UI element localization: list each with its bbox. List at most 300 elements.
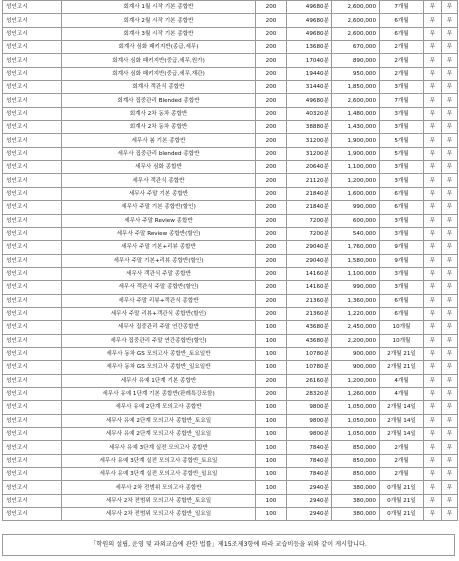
period-cell: 6개월 <box>380 201 424 214</box>
category-cell: 성인고시 <box>3 468 62 481</box>
extra-cost-a-cell: 무 <box>424 387 442 400</box>
duration-minutes-cell: 21360분 <box>287 307 332 320</box>
capacity-cell: 200 <box>256 374 287 387</box>
fee-cell: 2,450,000 <box>332 321 380 334</box>
extra-cost-a-cell: 무 <box>424 67 442 80</box>
period-cell: 6개월 <box>380 307 424 320</box>
table-row <box>3 161 458 174</box>
table-row <box>3 294 458 307</box>
capacity-cell: 200 <box>256 387 287 400</box>
extra-cost-b-cell: 무 <box>442 441 458 454</box>
extra-cost-b-cell: 무 <box>442 347 458 360</box>
extra-cost-b-cell: 무 <box>442 334 458 347</box>
duration-minutes-cell: 26160분 <box>287 374 332 387</box>
extra-cost-a-cell: 무 <box>424 494 442 507</box>
table-row <box>3 508 458 521</box>
extra-cost-a-cell: 무 <box>424 307 442 320</box>
fee-cell: 1,050,000 <box>332 401 380 414</box>
category-cell: 성인고시 <box>3 121 62 134</box>
capacity-cell: 200 <box>256 1 287 14</box>
extra-cost-a-cell: 무 <box>424 401 442 414</box>
course-name-cell: 세무사 2차 전범위 모의고사 종합반 <box>62 481 256 494</box>
category-cell: 성인고시 <box>3 54 62 67</box>
capacity-cell: 200 <box>256 147 287 160</box>
extra-cost-b-cell: 무 <box>442 187 458 200</box>
extra-cost-a-cell: 무 <box>424 441 442 454</box>
fee-cell: 380,000 <box>332 481 380 494</box>
table-row <box>3 494 458 507</box>
fee-cell: 1,760,000 <box>332 241 380 254</box>
extra-cost-b-cell: 무 <box>442 321 458 334</box>
extra-cost-b-cell: 무 <box>442 468 458 481</box>
fee-cell: 1,200,000 <box>332 374 380 387</box>
period-cell: 3개월 <box>380 161 424 174</box>
extra-cost-a-cell: 무 <box>424 347 442 360</box>
course-name-cell: 세무사 객관식 주말 종합반 <box>62 267 256 280</box>
table-row <box>3 121 458 134</box>
category-cell: 성인고시 <box>3 267 62 280</box>
course-name-cell: 회계사 심화 패키지반(중급,세무,재관) <box>62 67 256 80</box>
period-cell: 10개월 <box>380 334 424 347</box>
capacity-cell: 200 <box>256 121 287 134</box>
course-name-cell: 세무사 유예 1단계 기본 종합반 <box>62 374 256 387</box>
duration-minutes-cell: 14160분 <box>287 281 332 294</box>
fee-cell: 1,850,000 <box>332 81 380 94</box>
period-cell: 2개월 <box>380 54 424 67</box>
category-cell: 성인고시 <box>3 27 62 40</box>
course-name-cell: 세무사 주말 Review 종합반(할인) <box>62 227 256 240</box>
fee-cell: 2,600,000 <box>332 94 380 107</box>
table-row <box>3 27 458 40</box>
period-cell: 7개월 <box>380 94 424 107</box>
extra-cost-a-cell: 무 <box>424 41 442 54</box>
extra-cost-b-cell: 무 <box>442 14 458 27</box>
extra-cost-b-cell: 무 <box>442 134 458 147</box>
course-name-cell: 회계사 심화 패키지반(중급,세무,원가) <box>62 54 256 67</box>
extra-cost-b-cell: 무 <box>442 307 458 320</box>
category-cell: 성인고시 <box>3 241 62 254</box>
capacity-cell: 100 <box>256 494 287 507</box>
table-row <box>3 227 458 240</box>
extra-cost-a-cell: 무 <box>424 27 442 40</box>
course-name-cell: 세무사 2차 전범위 모의고사 종합반_일요일 <box>62 508 256 521</box>
fee-cell: 900,000 <box>332 361 380 374</box>
duration-minutes-cell: 14160분 <box>287 267 332 280</box>
extra-cost-a-cell: 무 <box>424 54 442 67</box>
category-cell: 성인고시 <box>3 387 62 400</box>
extra-cost-a-cell: 무 <box>424 454 442 467</box>
legal-notice: 「학원의 설립, 운영 및 과외교습에 관한 법률」제15조제3항에 따라 교습비등을 위와 같이 게시합니다. <box>2 534 455 556</box>
table-row <box>3 307 458 320</box>
category-cell: 성인고시 <box>3 41 62 54</box>
extra-cost-a-cell: 무 <box>424 508 442 521</box>
course-name-cell: 세무사 유예 3단계 실전 모의고사 종합반_토요일 <box>62 454 256 467</box>
extra-cost-a-cell: 무 <box>424 374 442 387</box>
course-name-cell: 세무사 주말 기본 종합반 <box>62 187 256 200</box>
fee-cell: 2,200,000 <box>332 334 380 347</box>
duration-minutes-cell: 29040분 <box>287 241 332 254</box>
course-name-cell: 세무사 유예 2단계 모의고사 종합반_토요일 <box>62 414 256 427</box>
table-row <box>3 81 458 94</box>
category-cell: 성인고시 <box>3 441 62 454</box>
extra-cost-a-cell: 무 <box>424 321 442 334</box>
course-name-cell: 세무사 유예 3단계 실전 모의고사 종합반_일요일 <box>62 468 256 481</box>
fee-cell: 380,000 <box>332 494 380 507</box>
extra-cost-a-cell: 무 <box>424 161 442 174</box>
table-body <box>3 1 458 521</box>
category-cell: 성인고시 <box>3 428 62 441</box>
capacity-cell: 200 <box>256 241 287 254</box>
extra-cost-a-cell: 무 <box>424 481 442 494</box>
course-name-cell: 세무사 집중관리 blended 종합반 <box>62 147 256 160</box>
extra-cost-a-cell: 무 <box>424 227 442 240</box>
period-cell: 3개월 <box>380 281 424 294</box>
extra-cost-b-cell: 무 <box>442 41 458 54</box>
period-cell: 2개월 <box>380 41 424 54</box>
duration-minutes-cell: 49680분 <box>287 27 332 40</box>
table-row <box>3 401 458 414</box>
duration-minutes-cell: 31200분 <box>287 134 332 147</box>
period-cell: 6개월 <box>380 187 424 200</box>
capacity-cell: 200 <box>256 187 287 200</box>
fee-cell: 1,050,000 <box>332 414 380 427</box>
table-row <box>3 267 458 280</box>
extra-cost-b-cell: 무 <box>442 227 458 240</box>
category-cell: 성인고시 <box>3 227 62 240</box>
fee-cell: 1,580,000 <box>332 254 380 267</box>
duration-minutes-cell: 13680분 <box>287 41 332 54</box>
period-cell: 2개월 <box>380 441 424 454</box>
course-name-cell: 세무사 유예 2단계 모의고사 종합반_일요일 <box>62 428 256 441</box>
table-row <box>3 281 458 294</box>
period-cell: 2개월 <box>380 67 424 80</box>
extra-cost-b-cell: 무 <box>442 508 458 521</box>
capacity-cell: 200 <box>256 201 287 214</box>
capacity-cell: 100 <box>256 334 287 347</box>
extra-cost-b-cell: 무 <box>442 374 458 387</box>
period-cell: 2개월 21일 <box>380 347 424 360</box>
table-row <box>3 94 458 107</box>
extra-cost-b-cell: 무 <box>442 201 458 214</box>
extra-cost-b-cell: 무 <box>442 428 458 441</box>
fee-cell: 850,000 <box>332 441 380 454</box>
duration-minutes-cell: 43680분 <box>287 321 332 334</box>
table-row <box>3 387 458 400</box>
table-row <box>3 321 458 334</box>
fee-cell: 1,360,000 <box>332 294 380 307</box>
capacity-cell: 200 <box>256 14 287 27</box>
duration-minutes-cell: 7840분 <box>287 454 332 467</box>
category-cell: 성인고시 <box>3 347 62 360</box>
course-name-cell: 세무사 동차 GS 모의고사 종합반_일요일반 <box>62 361 256 374</box>
category-cell: 성인고시 <box>3 214 62 227</box>
tuition-fee-table <box>2 0 458 521</box>
capacity-cell: 100 <box>256 468 287 481</box>
duration-minutes-cell: 31440분 <box>287 81 332 94</box>
duration-minutes-cell: 9800분 <box>287 428 332 441</box>
duration-minutes-cell: 7840분 <box>287 441 332 454</box>
duration-minutes-cell: 49680분 <box>287 94 332 107</box>
category-cell: 성인고시 <box>3 281 62 294</box>
capacity-cell: 200 <box>256 214 287 227</box>
extra-cost-a-cell: 무 <box>424 121 442 134</box>
fee-cell: 1,050,000 <box>332 428 380 441</box>
category-cell: 성인고시 <box>3 374 62 387</box>
period-cell: 0개월 21일 <box>380 508 424 521</box>
fee-cell: 1,430,000 <box>332 121 380 134</box>
duration-minutes-cell: 21120분 <box>287 174 332 187</box>
extra-cost-b-cell: 무 <box>442 81 458 94</box>
table-row <box>3 241 458 254</box>
extra-cost-a-cell: 무 <box>424 94 442 107</box>
course-name-cell: 회계사 2월 시작 기본 종합반 <box>62 14 256 27</box>
period-cell: 3개월 <box>380 267 424 280</box>
period-cell: 2개월 14일 <box>380 428 424 441</box>
extra-cost-a-cell: 무 <box>424 81 442 94</box>
duration-minutes-cell: 38880분 <box>287 121 332 134</box>
table-row <box>3 214 458 227</box>
fee-cell: 990,000 <box>332 281 380 294</box>
period-cell: 5개월 <box>380 134 424 147</box>
category-cell: 성인고시 <box>3 414 62 427</box>
category-cell: 성인고시 <box>3 134 62 147</box>
duration-minutes-cell: 7840분 <box>287 468 332 481</box>
duration-minutes-cell: 43680분 <box>287 334 332 347</box>
category-cell: 성인고시 <box>3 14 62 27</box>
fee-cell: 890,000 <box>332 54 380 67</box>
extra-cost-a-cell: 무 <box>424 147 442 160</box>
table-row <box>3 361 458 374</box>
extra-cost-a-cell: 무 <box>424 107 442 120</box>
fee-cell: 540,000 <box>332 227 380 240</box>
period-cell: 7개월 <box>380 1 424 14</box>
extra-cost-b-cell: 무 <box>442 267 458 280</box>
period-cell: 0개월 21일 <box>380 494 424 507</box>
duration-minutes-cell: 28320분 <box>287 387 332 400</box>
duration-minutes-cell: 49680분 <box>287 1 332 14</box>
capacity-cell: 200 <box>256 227 287 240</box>
category-cell: 성인고시 <box>3 147 62 160</box>
capacity-cell: 100 <box>256 441 287 454</box>
course-name-cell: 세무사 주말 리뷰+객관식 종합반 <box>62 294 256 307</box>
capacity-cell: 200 <box>256 27 287 40</box>
extra-cost-b-cell: 무 <box>442 294 458 307</box>
extra-cost-a-cell: 무 <box>424 254 442 267</box>
period-cell: 6개월 <box>380 294 424 307</box>
category-cell: 성인고시 <box>3 454 62 467</box>
course-name-cell: 회계사 객관식 종합반 <box>62 81 256 94</box>
extra-cost-a-cell: 무 <box>424 334 442 347</box>
course-name-cell: 세무사 심화 종합반 <box>62 161 256 174</box>
extra-cost-b-cell: 무 <box>442 214 458 227</box>
capacity-cell: 200 <box>256 294 287 307</box>
capacity-cell: 200 <box>256 54 287 67</box>
fee-cell: 950,000 <box>332 67 380 80</box>
extra-cost-b-cell: 무 <box>442 67 458 80</box>
extra-cost-b-cell: 무 <box>442 241 458 254</box>
category-cell: 성인고시 <box>3 67 62 80</box>
extra-cost-a-cell: 무 <box>424 294 442 307</box>
period-cell: 3개월 <box>380 214 424 227</box>
duration-minutes-cell: 40320분 <box>287 107 332 120</box>
extra-cost-a-cell: 무 <box>424 267 442 280</box>
duration-minutes-cell: 49680분 <box>287 14 332 27</box>
category-cell: 성인고시 <box>3 294 62 307</box>
table-row <box>3 441 458 454</box>
category-cell: 성인고시 <box>3 494 62 507</box>
capacity-cell: 100 <box>256 347 287 360</box>
extra-cost-a-cell: 무 <box>424 134 442 147</box>
duration-minutes-cell: 10780분 <box>287 347 332 360</box>
capacity-cell: 200 <box>256 134 287 147</box>
table-row <box>3 1 458 14</box>
capacity-cell: 200 <box>256 174 287 187</box>
fee-cell: 2,600,000 <box>332 1 380 14</box>
course-name-cell: 회계사 집중관리 Blended 종합반 <box>62 94 256 107</box>
category-cell: 성인고시 <box>3 254 62 267</box>
capacity-cell: 100 <box>256 454 287 467</box>
extra-cost-b-cell: 무 <box>442 281 458 294</box>
extra-cost-b-cell: 무 <box>442 121 458 134</box>
extra-cost-b-cell: 무 <box>442 174 458 187</box>
extra-cost-b-cell: 무 <box>442 361 458 374</box>
capacity-cell: 100 <box>256 321 287 334</box>
course-name-cell: 세무사 객관식 주말 종합반(할인) <box>62 281 256 294</box>
period-cell: 2개월 14일 <box>380 414 424 427</box>
table-row <box>3 428 458 441</box>
extra-cost-b-cell: 무 <box>442 401 458 414</box>
course-name-cell: 세무사 집중관리 주말 연간종합반 <box>62 321 256 334</box>
period-cell: 6개월 <box>380 27 424 40</box>
table-row <box>3 41 458 54</box>
fee-cell: 1,200,000 <box>332 174 380 187</box>
extra-cost-a-cell: 무 <box>424 361 442 374</box>
extra-cost-b-cell: 무 <box>442 94 458 107</box>
extra-cost-a-cell: 무 <box>424 414 442 427</box>
duration-minutes-cell: 7200분 <box>287 214 332 227</box>
course-name-cell: 세무사 주말 기본+리뷰 종합반(할인) <box>62 254 256 267</box>
extra-cost-a-cell: 무 <box>424 214 442 227</box>
table-row <box>3 334 458 347</box>
table-row <box>3 201 458 214</box>
extra-cost-b-cell: 무 <box>442 494 458 507</box>
capacity-cell: 200 <box>256 254 287 267</box>
capacity-cell: 200 <box>256 281 287 294</box>
fee-cell: 1,100,000 <box>332 161 380 174</box>
period-cell: 4개월 <box>380 374 424 387</box>
fee-cell: 380,000 <box>332 508 380 521</box>
table-row <box>3 481 458 494</box>
table-row <box>3 254 458 267</box>
extra-cost-a-cell: 무 <box>424 241 442 254</box>
category-cell: 성인고시 <box>3 321 62 334</box>
table-row <box>3 134 458 147</box>
course-name-cell: 세무사 객관식 종합반 <box>62 174 256 187</box>
category-cell: 성인고시 <box>3 401 62 414</box>
capacity-cell: 100 <box>256 481 287 494</box>
duration-minutes-cell: 2940분 <box>287 481 332 494</box>
extra-cost-a-cell: 무 <box>424 468 442 481</box>
extra-cost-a-cell: 무 <box>424 1 442 14</box>
extra-cost-b-cell: 무 <box>442 1 458 14</box>
duration-minutes-cell: 21360분 <box>287 294 332 307</box>
course-name-cell: 회계사 2차 동차 종합반 <box>62 107 256 120</box>
fee-cell: 990,000 <box>332 201 380 214</box>
period-cell: 3개월 <box>380 81 424 94</box>
duration-minutes-cell: 7200분 <box>287 227 332 240</box>
table-row <box>3 107 458 120</box>
course-name-cell: 세무사 주말 기본+리뷰 종합반 <box>62 241 256 254</box>
table-row <box>3 14 458 27</box>
duration-minutes-cell: 19440분 <box>287 67 332 80</box>
capacity-cell: 200 <box>256 81 287 94</box>
extra-cost-b-cell: 무 <box>442 27 458 40</box>
capacity-cell: 200 <box>256 41 287 54</box>
category-cell: 성인고시 <box>3 361 62 374</box>
category-cell: 성인고시 <box>3 187 62 200</box>
extra-cost-a-cell: 무 <box>424 14 442 27</box>
table-row <box>3 347 458 360</box>
duration-minutes-cell: 21840분 <box>287 201 332 214</box>
course-name-cell: 세무사 주말 Review 종합반 <box>62 214 256 227</box>
fee-cell: 670,000 <box>332 41 380 54</box>
fee-cell: 600,000 <box>332 214 380 227</box>
capacity-cell: 100 <box>256 428 287 441</box>
fee-cell: 1,600,000 <box>332 187 380 200</box>
fee-cell: 2,600,000 <box>332 14 380 27</box>
period-cell: 9개월 <box>380 241 424 254</box>
category-cell: 성인고시 <box>3 174 62 187</box>
extra-cost-b-cell: 무 <box>442 254 458 267</box>
period-cell: 9개월 <box>380 254 424 267</box>
capacity-cell: 100 <box>256 414 287 427</box>
capacity-cell: 100 <box>256 361 287 374</box>
duration-minutes-cell: 2940분 <box>287 508 332 521</box>
duration-minutes-cell: 31200분 <box>287 147 332 160</box>
extra-cost-b-cell: 무 <box>442 414 458 427</box>
extra-cost-a-cell: 무 <box>424 428 442 441</box>
course-name-cell: 세무사 유예 1단계 기본 종합반(판례특강포함) <box>62 387 256 400</box>
fee-cell: 2,600,000 <box>332 27 380 40</box>
fee-cell: 850,000 <box>332 454 380 467</box>
category-cell: 성인고시 <box>3 94 62 107</box>
fee-cell: 1,900,000 <box>332 147 380 160</box>
capacity-cell: 200 <box>256 94 287 107</box>
period-cell: 2개월 <box>380 454 424 467</box>
duration-minutes-cell: 17040분 <box>287 54 332 67</box>
extra-cost-b-cell: 무 <box>442 481 458 494</box>
capacity-cell: 100 <box>256 508 287 521</box>
capacity-cell: 200 <box>256 307 287 320</box>
table-row <box>3 67 458 80</box>
tuition-fee-table-container <box>2 0 458 521</box>
course-name-cell: 회계사 2차 동차 종합반 <box>62 121 256 134</box>
fee-cell: 1,900,000 <box>332 134 380 147</box>
table-row <box>3 54 458 67</box>
course-name-cell: 세무사 주말 리뷰+객관식 종합반(할인) <box>62 307 256 320</box>
extra-cost-a-cell: 무 <box>424 201 442 214</box>
period-cell: 3개월 <box>380 107 424 120</box>
period-cell: 2개월 14일 <box>380 401 424 414</box>
duration-minutes-cell: 9800분 <box>287 401 332 414</box>
course-name-cell: 세무사 유예 2단계 모의고사 종합반 <box>62 401 256 414</box>
duration-minutes-cell: 10780분 <box>287 361 332 374</box>
period-cell: 10개월 <box>380 321 424 334</box>
duration-minutes-cell: 9800분 <box>287 414 332 427</box>
course-name-cell: 세무사 봄 기본 종합반 <box>62 134 256 147</box>
category-cell: 성인고시 <box>3 481 62 494</box>
category-cell: 성인고시 <box>3 508 62 521</box>
